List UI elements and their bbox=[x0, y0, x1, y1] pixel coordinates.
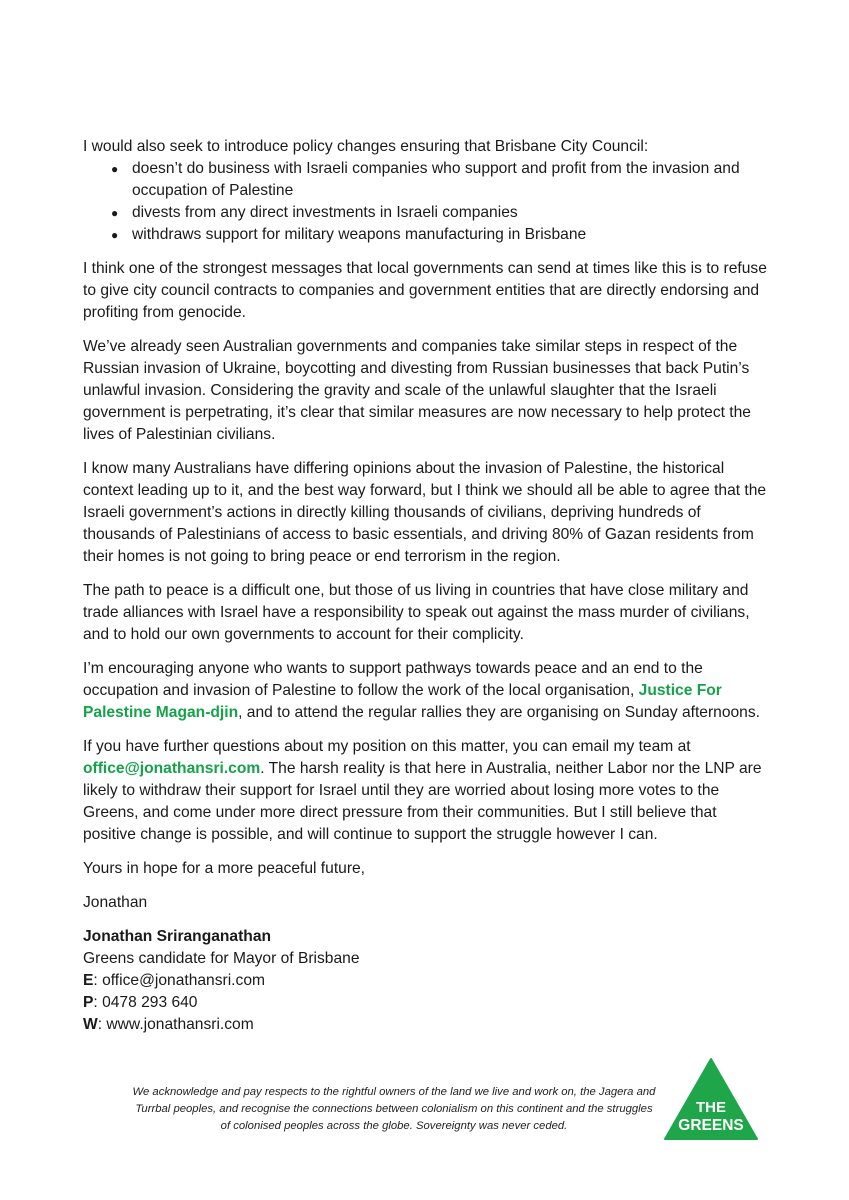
acknowledgement-of-country: We acknowledge and pay respects to the rightful owners of the land we live and work on, the Jagera and Turrbal peoples, and recognise the connections between colonialism on this continent and the struggles of colonised peoples across the globe. Sovereignty was never ceded. bbox=[132, 1086, 656, 1132]
signature-block bbox=[83, 926, 773, 1036]
strongest-messages-paragraph: I think one of the strongest messages that local governments can send at times like this is to refuse to give city council contracts to companies and government entities that are directly endorsing and profiting from genocide. bbox=[83, 260, 767, 321]
list-item: ● withdraws support for military weapons manufacturing in Brisbane bbox=[83, 224, 773, 246]
phone-key: P bbox=[83, 994, 94, 1011]
signature-phone: 0478 293 640 bbox=[102, 994, 198, 1011]
differing-opinions-paragraph: I know many Australians have differing opinions about the invasion of Palestine, the historical context leading up to it, and the best way forward, but I think we should all be able to agree that the Israeli government’s actions in directly killing thousands of civilians, depriving hundreds of thousands of Palestinians of access to basic essentials, and driving 80% of Gazan residents from their homes is not going to bring peace or end terrorism in the region. bbox=[83, 460, 767, 565]
russia-comparison-paragraph: We’ve already seen Australian governments and companies take similar steps in respect of the Russian invasion of Ukraine, boycotting and divesting from Russian businesses that back Putin’s unlawful invasion. Considering the gravity and scale of the unlawful slaughter that the Israeli government is perpetrating, it’s clear that similar measures are now necessary to help protect the lives of Palestinian civilians. bbox=[83, 338, 751, 443]
greens-triangle-logo-icon bbox=[663, 1057, 759, 1141]
justice-for-palestine-link[interactable]: Justice For Palestine Magan-djin bbox=[83, 682, 722, 721]
list-item: ● divests from any direct investments in Israeli companies bbox=[83, 202, 773, 224]
signature-email[interactable]: office@jonathansri.com bbox=[102, 972, 265, 989]
signature-phone-line: P: 0478 293 640 bbox=[83, 994, 198, 1011]
encouraging-text: I’m encouraging anyone who wants to support pathways towards peace and an end to the occupation and invasion of Palestine to follow the work of the local organisation, bbox=[83, 660, 703, 699]
intro-paragraph: I would also seek to introduce policy changes ensuring that Brisbane City Council: bbox=[83, 138, 649, 155]
path-to-peace-paragraph: The path to peace is a difficult one, but those of us living in countries that have close military and trade alliances with Israel have a responsibility to speak out against the mass murder of civilians, and to hold our own governments to account for their complicity. bbox=[83, 582, 750, 643]
email-link[interactable]: office@jonathansri.com bbox=[83, 760, 261, 777]
signature-name: Jonathan Sriranganathan bbox=[83, 928, 272, 945]
encouraging-text-end: , and to attend the regular rallies they are organising on Sunday afternoons. bbox=[238, 704, 760, 721]
signature-website[interactable]: www.jonathansri.com bbox=[106, 1016, 254, 1033]
signoff-name: Jonathan bbox=[83, 894, 148, 911]
email-key: E bbox=[83, 972, 94, 989]
logo-text-greens: GREENS bbox=[678, 1117, 744, 1134]
policy-list bbox=[83, 158, 773, 246]
closing-line: Yours in hope for a more peaceful future, bbox=[83, 860, 366, 877]
questions-text: If you have further questions about my position on this matter, you can email my team at bbox=[83, 738, 691, 755]
questions-paragraph bbox=[83, 736, 773, 846]
signature-email-line: E: office@jonathansri.com bbox=[83, 972, 265, 989]
questions-text-end: . The harsh reality is that here in Australia, neither Labor nor the LNP are likely to withdraw their support for Israel until they are worried about losing more votes to the Greens, and come under more direct pressure from their communities. But I still believe that positive change is possible, and will continue to support the struggle however I can. bbox=[83, 760, 762, 843]
web-key: W bbox=[83, 1016, 98, 1033]
signature-title: Greens candidate for Mayor of Brisbane bbox=[83, 950, 360, 967]
encouraging-paragraph bbox=[83, 658, 773, 724]
signature-web-line: W: www.jonathansri.com bbox=[83, 1016, 254, 1033]
logo-text-the: THE bbox=[696, 1099, 726, 1116]
list-item: ● doesn’t do business with Israeli companies who support and profit from the invasion and occupation of Palestine bbox=[83, 158, 773, 202]
letter-body bbox=[83, 136, 773, 1036]
